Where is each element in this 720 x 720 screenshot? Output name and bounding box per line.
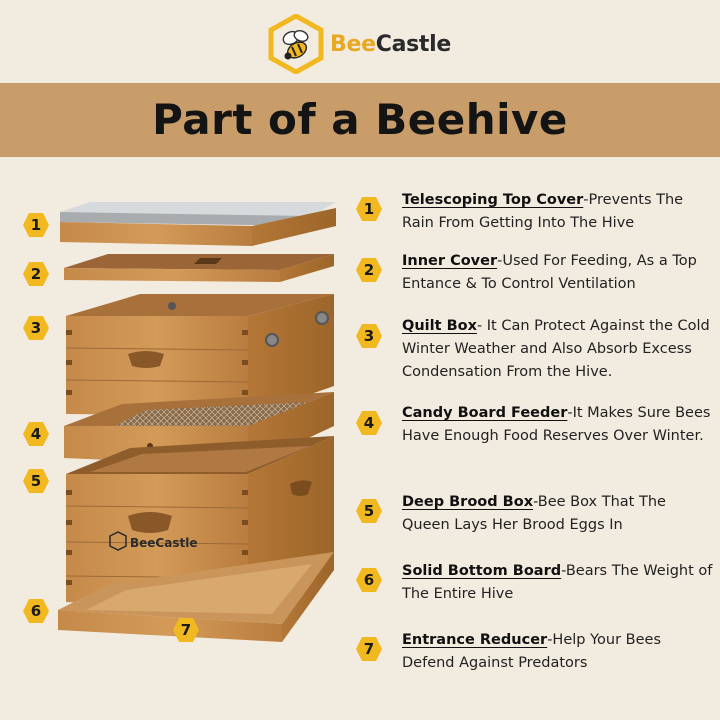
brand-logo [268, 14, 451, 74]
part-description: -Bears The Weight of The Entire Hive [402, 563, 713, 602]
part-title: Quilt Box [402, 318, 477, 334]
hive-label-6: 6 [22, 597, 50, 625]
part-description: -It Makes Sure Bees Have Enough Food Reserves Over Winter. [402, 405, 711, 444]
part-badge-5: 5 [355, 497, 383, 525]
bee-hexagon-icon [268, 14, 324, 74]
hive-brand-text: BeeCastle [130, 536, 198, 550]
part-item-7 [402, 629, 718, 675]
hive-label-5: 5 [22, 467, 50, 495]
hive-label-3: 3 [22, 314, 50, 342]
part-badge-1: 1 [355, 195, 383, 223]
part-title: Deep Brood Box [402, 494, 534, 510]
hive-label-2: 2 [22, 260, 50, 288]
hive-label-7: 7 [172, 616, 200, 644]
part-badge-3: 3 [355, 322, 383, 350]
part-item-2 [402, 250, 718, 296]
part-description: -Prevents The Rain From Getting Into The Hive [402, 192, 684, 231]
part-badge-6: 6 [355, 566, 383, 594]
top-cover [60, 202, 336, 246]
part-badge-4: 4 [355, 409, 383, 437]
part-item-1 [402, 189, 718, 235]
part-badge-7: 7 [355, 635, 383, 663]
title-banner [0, 83, 720, 157]
part-item-6 [402, 560, 718, 606]
part-badge-2: 2 [355, 256, 383, 284]
inner-cover [64, 254, 334, 282]
part-item-5 [402, 491, 718, 537]
part-item-3 [402, 315, 718, 384]
part-title: Inner Cover [402, 253, 498, 269]
part-description: -Bee Box That The Queen Lays Her Brood Eggs In [402, 494, 666, 533]
part-title: Telescoping Top Cover [402, 192, 584, 208]
hive-label-4: 4 [22, 420, 50, 448]
part-title: Entrance Reducer [402, 632, 548, 648]
part-description: -Used For Feeding, As a Top Entance & To Control Ventilation [402, 253, 697, 292]
part-title: Candy Board Feeder [402, 405, 568, 421]
part-item-4 [402, 402, 718, 448]
page-title: Part of a Beehive [152, 95, 568, 144]
part-description: -Help Your Bees Defend Against Predators [402, 632, 661, 671]
hive-label-1: 1 [22, 211, 50, 239]
part-description: - It Can Protect Against the Cold Winter Weather and Also Absorb Excess Condensation From the Hive. [402, 318, 710, 380]
beehive-illustration [50, 190, 350, 690]
part-title: Solid Bottom Board [402, 563, 562, 579]
brand-name: BeeCastle [330, 31, 451, 57]
